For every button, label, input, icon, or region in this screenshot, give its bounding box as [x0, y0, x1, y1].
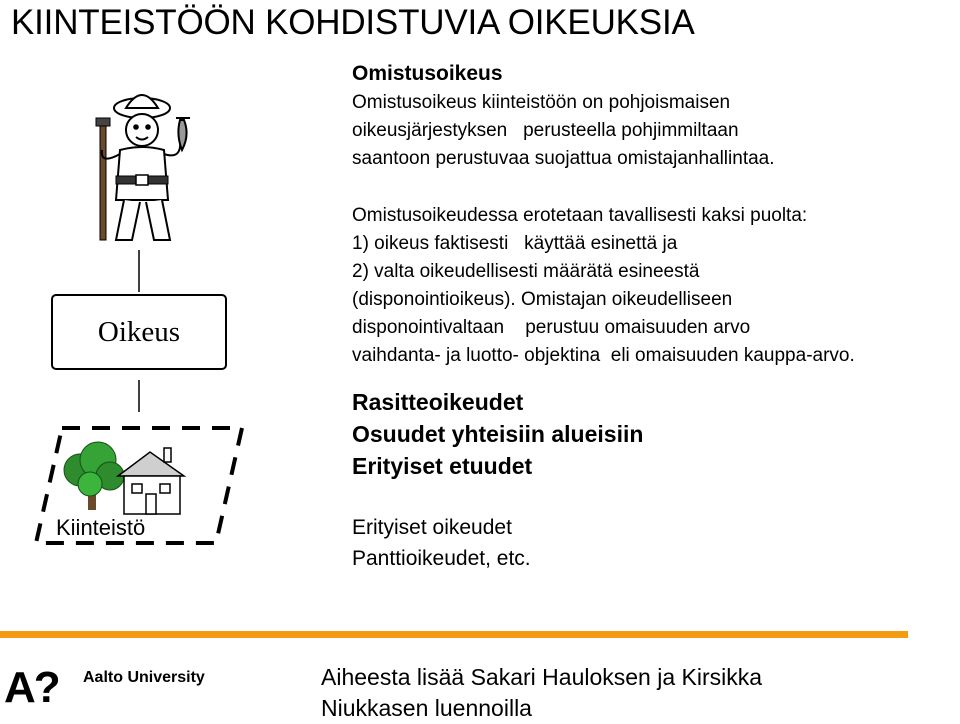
- paragraph2-line-2: 1) oikeus faktisesti käyttää esinettä ja: [352, 233, 678, 254]
- bold-list-item: Rasitteoikeudet: [352, 389, 524, 415]
- bold-list-item: Osuudet yhteisiin alueisiin: [352, 421, 644, 447]
- aalto-logo-icon: A?: [4, 663, 59, 712]
- footer-note-line: Aiheesta lisää Sakari Hauloksen ja Kirsikka: [321, 664, 763, 690]
- kiinteisto-label: Kiinteistö: [56, 515, 146, 540]
- paragraph2-line-4: (disponointioikeus). Omistajan oikeudelliseen: [352, 289, 733, 310]
- plain-list-item: Panttioikeudet, etc.: [352, 547, 531, 570]
- house-icon: [118, 448, 184, 514]
- omistusoikeus-heading: Omistusoikeus: [352, 62, 503, 85]
- accent-divider: [0, 631, 908, 638]
- plain-list-item: Erityiset oikeudet: [352, 516, 512, 539]
- omistusoikeus-line-1: Omistusoikeus kiinteistöön on pohjoismaisen: [352, 92, 731, 113]
- paragraph2-line-3: 2) valta oikeudellisesti määrätä esineestä: [352, 261, 700, 282]
- footer-note-line: Niukkasen luennoilla: [321, 695, 532, 721]
- paragraph2-line-6: vaihdanta- ja luotto- objektina eli omaisuuden kauppa-arvo.: [352, 345, 855, 366]
- bold-list-item: Erityiset etuudet: [352, 453, 533, 479]
- paragraph2-line-5: disponointivaltaan perustuu omaisuuden arvo: [352, 317, 751, 338]
- oikeus-box: Oikeus: [51, 294, 227, 370]
- owner-figure-icon: [96, 95, 190, 240]
- university-name: Aalto University: [83, 669, 205, 686]
- diagram-graphics: [0, 0, 340, 560]
- omistusoikeus-line-3: saantoon perustuvaa suojattua omistajanhallintaa.: [352, 148, 775, 169]
- tree-icon: [64, 442, 124, 510]
- page-title: KIINTEISTÖÖN KOHDISTUVIA OIKEUKSIA: [11, 3, 695, 42]
- paragraph2-line-1: Omistusoikeudessa erotetaan tavallisesti kaksi puolta:: [352, 205, 808, 226]
- footer-note: [321, 662, 762, 724]
- omistusoikeus-line-2: oikeusjärjestyksen perusteella pohjimmiltaan: [352, 120, 739, 141]
